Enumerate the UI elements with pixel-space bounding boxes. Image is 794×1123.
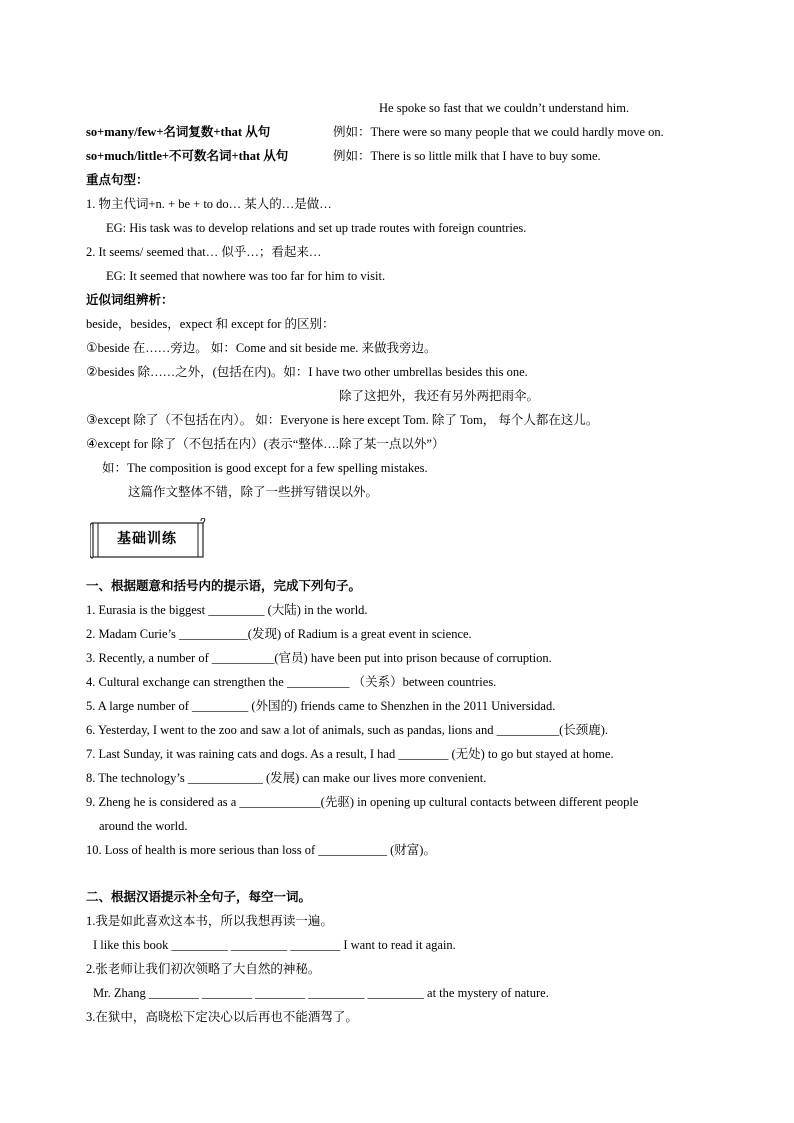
beside-text: beside 在……旁边。 如：Come and sit beside me. 来做我旁边。 [97,341,437,355]
except-for-eg: 如：The composition is good except for a few spelling mistakes. [102,461,428,475]
exercise-item: 6. Yesterday, I went to the zoo and saw a lot of animals, such as pandas, lions and __________(长颈鹿). [86,723,609,737]
exercise-item-continuation: around the world. [99,819,188,833]
section2-title: 二、根据汉语提示补全句子，每空一词。 [86,890,312,904]
top-example: He spoke so fast that we couldn’t understand him. [379,101,630,115]
banner-label: 基础训练 [117,531,177,547]
num-marker: ③ [86,413,98,428]
num-marker: ① [86,341,98,356]
except-entry [86,412,598,429]
exercise-item: 5. A large number of _________ (外国的) friends came to Shenzhen in the 2011 Universidad. [86,699,556,713]
translation-answer: I like this book _________ _________ ________ I want to read it again. [93,938,456,952]
key2-eg: EG: It seemed that nowhere was too far for him to visit. [106,269,386,283]
exercise-item: 2. Madam Curie’s ___________(发现) of Radium is a great event in science. [86,627,472,641]
key2-rule: 2. It seems/ seemed that… 似乎…；看起来… [86,245,322,259]
section-banner [90,518,204,558]
exercise-item: 9. Zheng he is considered as a _____________(先驱) in opening up cultural contacts between different people [86,795,639,809]
key-sentences-title: 重点句型： [86,173,149,187]
exercise-item: 7. Last Sunday, it was raining cats and dogs. As a result, I had ________ (无处) to go but stayed at home. [86,747,614,761]
exercise-item: 10. Loss of health is more serious than loss of ___________ (财富)。 [86,843,436,857]
translation-answer: Mr. Zhang ________ ________ ________ _________ _________ at the mystery of nature. [93,986,549,1000]
section1-title: 一、根据题意和括号内的提示语，完成下列句子。 [86,579,362,593]
phrases-title: 近似词组辨析： [86,293,174,307]
translation-prompt: 3.在狱中，高晓松下定决心以后再也不能酒驾了。 [86,1010,358,1024]
pattern-many [86,124,270,140]
key1-eg: EG: His task was to develop relations and set up trade routes with foreign countries. [106,221,527,235]
exercise-item: 4. Cultural exchange can strengthen the __________ （关系）between countries. [86,675,497,689]
except-for-entry [86,436,444,453]
beside-entry [86,340,437,357]
translation-prompt: 2.张老师让我们初次领略了大自然的神秘。 [86,962,321,976]
num-marker: ② [86,365,98,380]
except-for-text: except for 除了（不包括在内）(表示“整体….除了某一点以外”） [97,437,445,451]
key1-rule: 1. 物主代词+n. + be + to do… 某人的…是做… [86,197,332,211]
besides-cn: 除了这把外，我还有另外两把雨伞。 [339,389,540,403]
exercise-item: 8. The technology’s ____________ (发展) can make our lives more convenient. [86,771,487,785]
besides-text: besides 除……之外，(包括在内)。如：I have two other umbrellas besides this one. [97,365,528,379]
pattern-many-example: 例如：There were so many people that we could hardly move on. [333,125,664,139]
phrases-intro: beside，besides，expect 和 except for 的区别： [86,317,335,331]
except-for-cn: 这篇作文整体不错，除了一些拼写错误以外。 [128,485,379,499]
except-text: except 除了（不包括在内）。 如：Everyone is here except Tom. 除了 Tom， 每个人都在这儿。 [97,413,599,427]
exercise-item: 3. Recently, a number of __________(官员) have been put into prison because of corruption. [86,651,552,665]
pattern-much [86,148,288,164]
besides-entry [86,364,528,381]
pattern-much-rule: so+much/little+不可数名词+that 从句 [86,149,289,163]
translation-prompt: 1.我是如此喜欢这本书，所以我想再读一遍。 [86,914,333,928]
pattern-many-rule: so+many/few+名词复数+that 从句 [86,125,271,139]
pattern-much-example: 例如：There is so little milk that I have to buy some. [333,149,601,163]
exercise-item: 1. Eurasia is the biggest _________ (大陆) in the world. [86,603,368,617]
num-marker: ④ [86,437,98,452]
